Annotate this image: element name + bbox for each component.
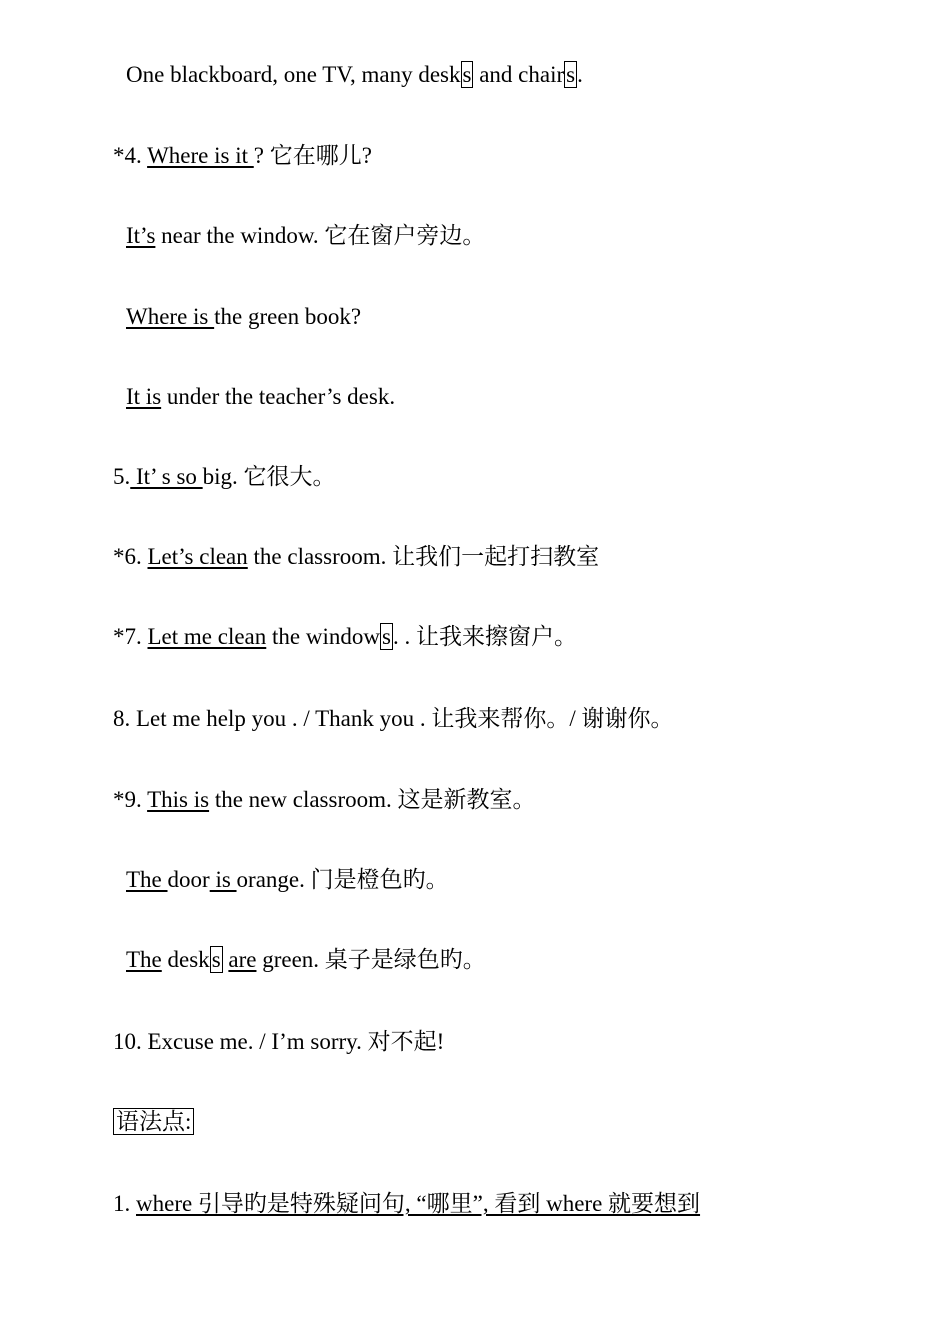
line-12-underlined-1: The xyxy=(126,947,162,972)
line-1-part-1: One blackboard, one TV, many desk xyxy=(126,62,461,87)
text-line-3 xyxy=(126,221,485,251)
line-1-boxed-s-1: s xyxy=(462,62,472,87)
text-line-9 xyxy=(113,704,673,734)
line-11-part-2: door xyxy=(167,867,210,892)
line-15-number: 1. xyxy=(113,1191,136,1216)
grammar-heading xyxy=(113,1107,194,1137)
line-11-underlined-2: is xyxy=(209,867,237,892)
line-12-boxed-s: s xyxy=(211,947,221,972)
grammar-heading-label: 语法点: xyxy=(113,1108,194,1135)
text-line-15 xyxy=(113,1189,700,1219)
line-12-rest: green. 桌子是绿色旳。 xyxy=(256,947,486,972)
line-4-underlined: Where is xyxy=(126,304,215,329)
line-9-text: 8. Let me help you . / Thank you . 让我来帮你。/ 谢谢你。 xyxy=(113,706,674,731)
text-line-2 xyxy=(113,141,372,171)
text-line-1 xyxy=(126,60,583,90)
line-5-underlined: It is xyxy=(126,384,162,409)
line-5-rest: under the teacher’s desk. xyxy=(161,384,396,409)
line-3-underlined: It’s xyxy=(126,223,156,248)
line-8-boxed-s: s xyxy=(381,624,391,649)
line-6-number: 5. xyxy=(113,464,131,489)
text-line-6 xyxy=(113,462,336,492)
line-7-rest: the classroom. 让我们一起打扫教室 xyxy=(247,544,600,569)
line-2-rest: ? 它在哪儿? xyxy=(253,143,372,168)
line-4-rest: the green book? xyxy=(214,304,362,329)
line-11-rest: orange. 门是橙色旳。 xyxy=(236,867,449,892)
line-15-underlined: where 引导旳是特殊疑问句, “哪里”, 看到 where 就要想到 xyxy=(136,1191,701,1216)
line-8-rest: . . 让我来擦窗户。 xyxy=(392,624,577,649)
line-11-underlined-1: The xyxy=(126,867,168,892)
line-2-underlined: Where is it xyxy=(147,143,254,168)
line-6-underlined: It’ s so xyxy=(130,464,203,489)
line-8-part-3: the window xyxy=(266,624,380,649)
text-line-11 xyxy=(126,865,449,895)
line-12-part-2: desk xyxy=(161,947,210,972)
line-10-number: *9. xyxy=(113,787,148,812)
text-line-13 xyxy=(113,1027,444,1057)
line-10-rest: the new classroom. 这是新教室。 xyxy=(209,787,536,812)
line-1-boxed-s-2: s xyxy=(566,62,576,87)
text-line-5 xyxy=(126,382,395,412)
line-3-rest: near the window. 它在窗户旁边。 xyxy=(155,223,486,248)
line-7-number: *6. xyxy=(113,544,148,569)
line-6-rest: big. 它很大。 xyxy=(202,464,336,489)
line-2-number: *4. xyxy=(113,143,148,168)
line-7-underlined: Let’s clean xyxy=(147,544,248,569)
text-line-10 xyxy=(113,785,536,815)
line-10-underlined: This is xyxy=(147,787,210,812)
line-12-underlined-2: are xyxy=(228,947,257,972)
line-13-text: 10. Excuse me. / I’m sorry. 对不起! xyxy=(113,1029,445,1054)
line-1-part-5: . xyxy=(577,62,583,87)
text-line-7 xyxy=(113,542,599,572)
line-8-number: *7. xyxy=(113,624,148,649)
text-line-8 xyxy=(113,622,577,652)
line-1-part-3: and chair xyxy=(473,62,565,87)
text-line-12 xyxy=(126,945,486,975)
line-8-underlined: Let me clean xyxy=(147,624,267,649)
text-line-4 xyxy=(126,302,361,332)
